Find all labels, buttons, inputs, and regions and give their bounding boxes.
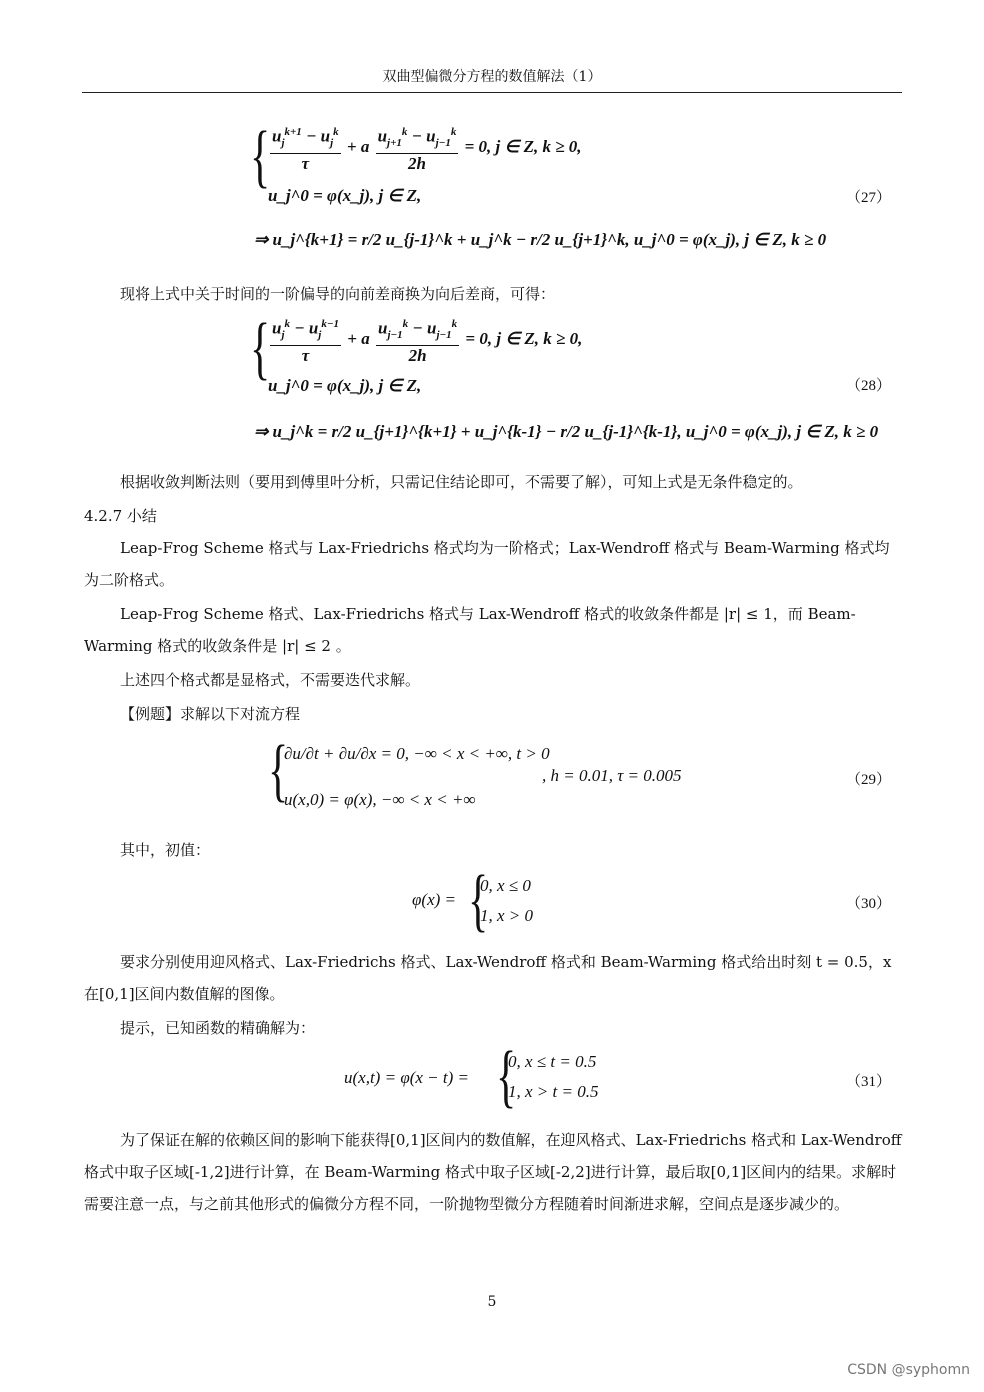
text-requirement: 要求分别使用迎风格式、Lax-Friedrichs 格式、Lax-Wendroff 格式和 Beam-Warming 格式给出时刻 t = 0.5，x 在[0,1]区间内数值解的图像。	[84, 953, 892, 1003]
eq30-case1: 0, x ≤ 0	[480, 876, 531, 895]
eq28-line1-tail: = 0, j ∈ Z, k ≥ 0,	[465, 328, 583, 348]
equation-27: { $\frac{u_j^{k+1} - u_j^k}{\tau}$ + a $\frac{u_{j+1}^k - u_{j-1}^k}{2h}$ = 0, j ∈ Z, k ≥ 0, u_j^0 = φ(x_j), j ∈ Z, ⇒ u_j^{k+1} = r/2 u_{j-1}^k + u_j^k − r/2 u_{j+1}^k, u_j^0 = φ(x_j), j ∈ Z, k ≥ 0	[250, 118, 827, 249]
eq29-number: （29）	[846, 772, 892, 788]
eq28-line3: ⇒ u_j^k = r/2 u_{j+1}^{k+1} + u_j^{k-1} − r/2 u_{j-1}^{k-1}, u_j^0 = φ(x_j), j ∈ Z, k ≥ 0	[254, 422, 879, 441]
equation-28: { $\frac{u_j^k - u_j^{k-1}}{\tau}$ + a $\frac{u_{j-1}^k - u_{j-1}^k}{2h}$ = 0, j ∈ Z, k ≥ 0, u_j^0 = φ(x_j), j ∈ Z, ⇒ u_j^k = r/2 u_{j+1}^{k+1} + u_j^{k-1} − r/2 u_{j-1}^{k-1}, u_j^0 = φ(x_j), j ∈ Z, k ≥ 0	[250, 310, 879, 441]
eq28-number: （28）	[846, 378, 892, 394]
text-example: 【例题】求解以下对流方程	[120, 705, 301, 723]
eq30-number: （30）	[846, 896, 892, 912]
text-explicit: 上述四个格式都是显格式，不需要迭代求解。	[120, 671, 421, 689]
text-stability: 根据收敛判断法则（要用到傅里叶分析，只需记住结论即可，不需要了解），可知上式是无条件稳定的。	[120, 473, 803, 491]
eq31-lhs: u(x,t) = φ(x − t) =	[344, 1068, 470, 1087]
eq27-line1-tail: = 0, j ∈ Z, k ≥ 0,	[464, 136, 582, 156]
eq30-case2: 1, x > 0	[480, 906, 534, 925]
eq29-line1: ∂u/∂t + ∂u/∂x = 0, −∞ < x < +∞, t > 0	[284, 744, 550, 763]
equation-30: φ(x) = { 0, x ≤ 0 1, x > 0	[412, 862, 534, 939]
eq29-line2: u(x,0) = φ(x), −∞ < x < +∞	[284, 790, 476, 809]
eq31-number: （31）	[846, 1074, 892, 1090]
text-order: Leap-Frog Scheme 格式与 Lax-Friedrichs 格式均为一阶格式；Lax-Wendroff 格式与 Beam-Warming 格式均为二阶格式。	[84, 539, 890, 589]
page-number: 5	[487, 1294, 497, 1310]
text-hint: 提示，已知函数的精确解为：	[120, 1019, 316, 1037]
header-rule	[82, 92, 902, 93]
watermark: CSDN @syphomn	[847, 1362, 970, 1378]
text-subdomain: 为了保证在解的依赖区间的影响下能获得[0,1]区间内的数值解，在迎风格式、Lax-Friedrichs 格式和 Lax-Wendroff 格式中取子区域[-1,2]进行计算，在 Beam-Warming 格式中取子区域[-2,2]进行计算，最后取[0,1]区间内的结果。求解时需要注意一点，与之前其他形式的偏微分方程不同，一阶抛物型微分方程随着时间渐进求解，空间点是逐步减少的。	[84, 1131, 902, 1213]
text-initial-value: 其中，初值：	[120, 841, 211, 859]
equation-31: u(x,t) = φ(x − t) = { 0, x ≤ t = 0.5 1, x > t = 0.5	[344, 1038, 599, 1115]
eq27-number: （27）	[846, 190, 892, 206]
eq27-line3: ⇒ u_j^{k+1} = r/2 u_{j-1}^k + u_j^k − r/2 u_{j+1}^k, u_j^0 = φ(x_j), j ∈ Z, k ≥ 0	[254, 230, 827, 249]
eq29-params: , h = 0.01, τ = 0.005	[542, 766, 682, 785]
eq31-case1: 0, x ≤ t = 0.5	[508, 1052, 597, 1071]
eq27-line2: u_j^0 = φ(x_j), j ∈ Z,	[268, 186, 422, 205]
eq27-line1-mid: + a	[346, 136, 370, 156]
text-convergence: Leap-Frog Scheme 格式、Lax-Friedrichs 格式与 Lax-Wendroff 格式的收敛条件都是 |r| ≤ 1，而 Beam-Warming 格式的收敛条件是 |r| ≤ 2 。	[84, 605, 856, 655]
page-header: 双曲型偏微分方程的数值解法（1）	[382, 69, 602, 85]
eq30-lhs: φ(x) =	[412, 890, 456, 909]
section-heading: 4.2.7 小结	[84, 507, 157, 525]
equation-29: { ∂u/∂t + ∂u/∂x = 0, −∞ < x < +∞, t > 0 u(x,0) = φ(x), −∞ < x < +∞ , h = 0.01, τ = 0.005	[268, 732, 682, 809]
eq28-line2: u_j^0 = φ(x_j), j ∈ Z,	[268, 376, 422, 395]
text-backward-difference: 现将上式中关于时间的一阶偏导的向前差商换为向后差商，可得：	[120, 285, 556, 303]
eq28-line1-mid: + a	[347, 328, 370, 348]
eq31-case2: 1, x > t = 0.5	[508, 1082, 599, 1101]
